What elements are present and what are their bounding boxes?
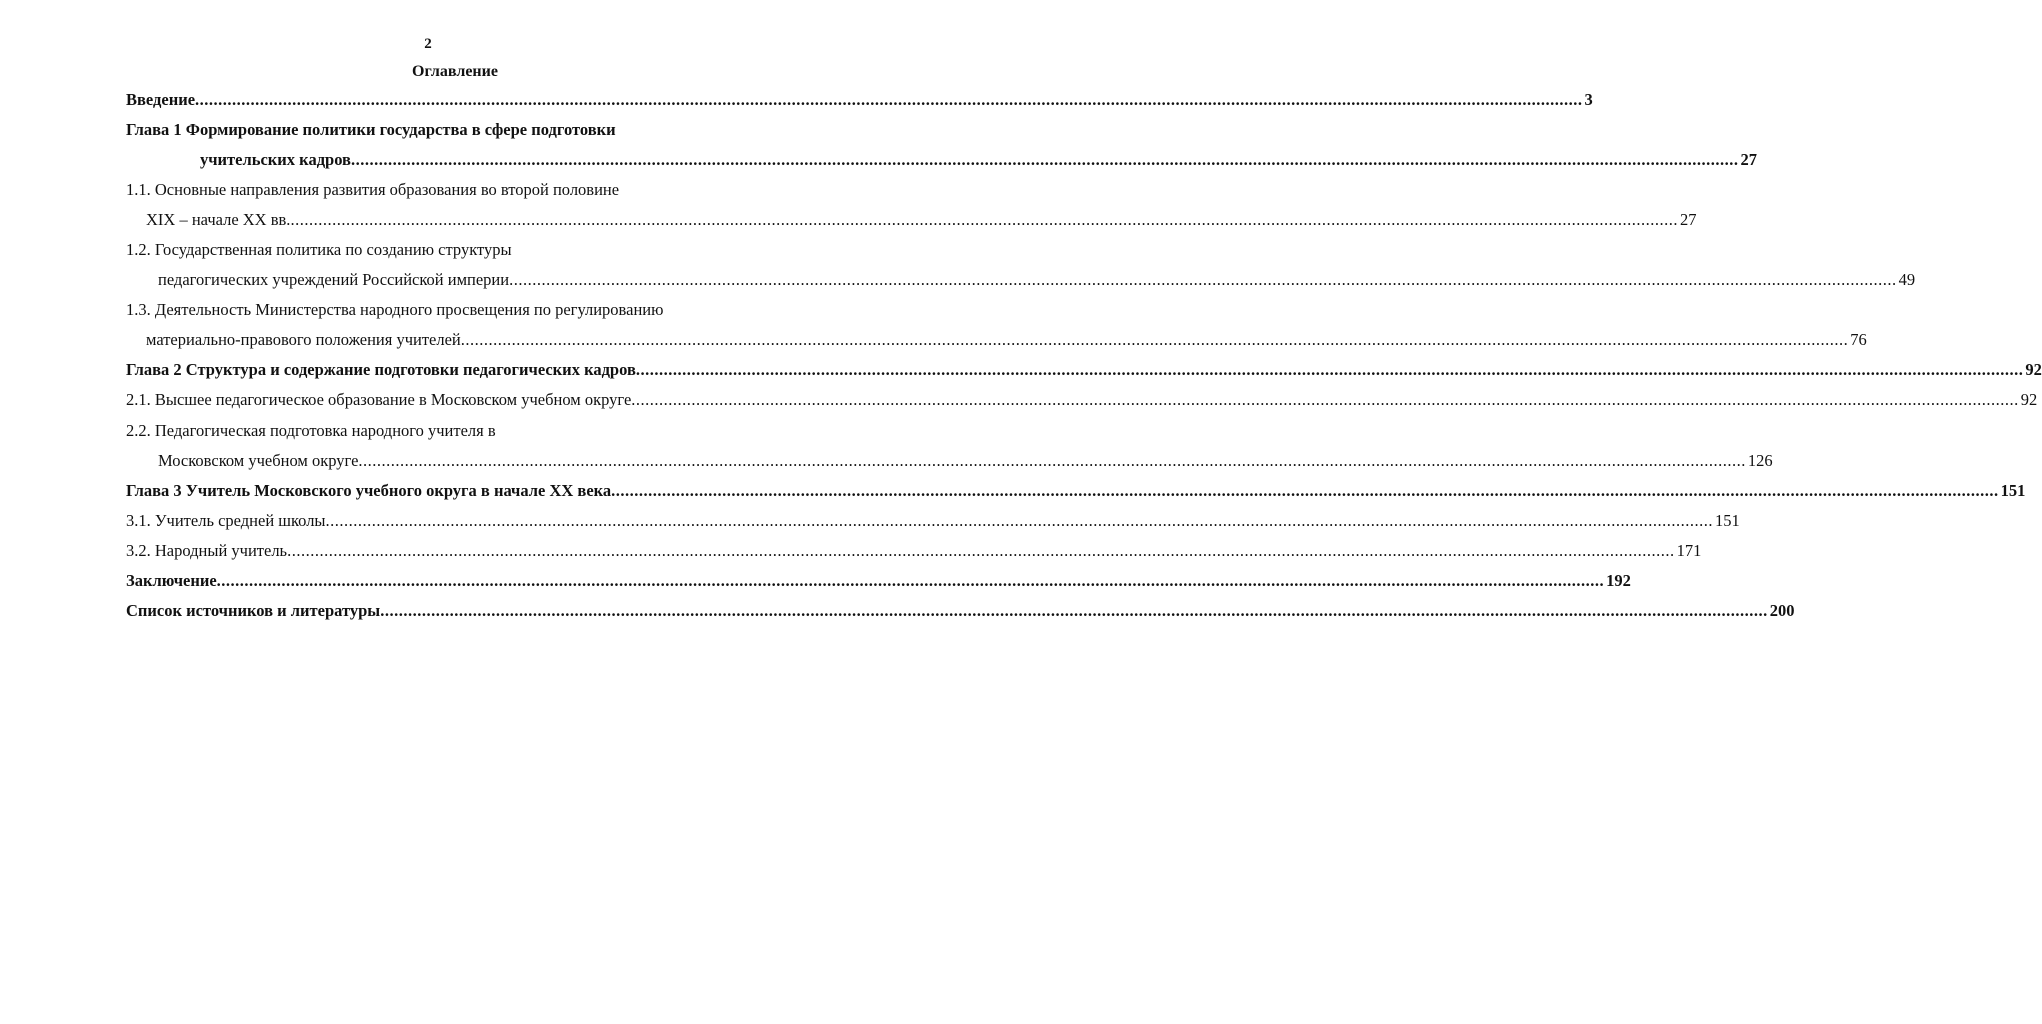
toc-page-number: 76 (1850, 330, 1867, 349)
toc-entry-line (126, 481, 2026, 501)
toc-entry-text: XIX – начале XX вв. (146, 210, 291, 229)
toc-entry-text: 1.3. Деятельность Министерства народного просвещения по регулированию (126, 300, 664, 319)
toc-entry-line (200, 150, 1757, 170)
toc-dot-leader: ............................................................................................................................................................................................................................................................................................................ (287, 541, 1675, 560)
toc-entry-line (126, 421, 496, 441)
toc-entry-line (126, 541, 1702, 561)
toc-entry-line (126, 511, 1740, 531)
toc-page-number: 171 (1676, 541, 1702, 560)
toc-entry-text: Глава 1 Формирование политики государства в сфере подготовки (126, 120, 616, 139)
toc-entry-text: Список источников и литературы (126, 601, 381, 620)
toc-page-number: 27 (1740, 150, 1757, 169)
toc-page-number: 126 (1747, 451, 1773, 470)
toc-page-number: 92 (2025, 360, 2042, 379)
toc-entry-text: Московском учебном округе (158, 451, 359, 470)
toc-entry-line (126, 120, 616, 140)
toc-dot-leader: ............................................................................................................................................................................................................................................................................................................ (195, 90, 1583, 109)
toc-entry-text: 3.1. Учитель средней школы (126, 511, 326, 530)
toc-page-number: 151 (1715, 511, 1740, 530)
toc-page-number: 92 (2020, 390, 2038, 409)
toc-dot-leader: ............................................................................................................................................................................................................................................................................................................ (380, 601, 1768, 620)
toc-page-number: 27 (1679, 210, 1697, 229)
toc-entry-line (146, 210, 1697, 230)
toc-dot-leader: ............................................................................................................................................................................................................................................................................................................ (290, 210, 1678, 229)
toc-entry-text: 3.2. Народный учитель (126, 541, 288, 560)
toc-entry-line (126, 90, 1593, 110)
toc-entry-text: 2.1. Высшее педагогическое образование в Московском учебном округе (126, 390, 632, 409)
toc-dot-leader: ............................................................................................................................................................................................................................................................................................................ (358, 451, 1746, 470)
toc-entry-line (126, 300, 663, 320)
toc-dot-leader: ............................................................................................................................................................................................................................................................................................................ (509, 270, 1897, 289)
toc-entry-text: Введение (126, 90, 196, 109)
page-number: 2 (424, 36, 432, 52)
toc-title: Оглавление (412, 63, 498, 80)
toc-entry-text: материально-правового положения учителей (146, 330, 461, 349)
toc-dot-leader: ............................................................................................................................................................................................................................................................................................................ (216, 571, 1605, 590)
toc-page-number: 200 (1769, 601, 1795, 620)
toc-page-number: 192 (1606, 571, 1631, 590)
toc-entry-line (126, 180, 619, 200)
toc-entry-text: Заключение (126, 571, 217, 590)
toc-dot-leader: ............................................................................................................................................................................................................................................................................................................ (350, 150, 1739, 169)
toc-page-number: 151 (2000, 481, 2026, 500)
toc-entry-line (146, 330, 1867, 350)
toc-dot-leader: ............................................................................................................................................................................................................................................................................................................ (635, 360, 2024, 379)
toc-entry-text: 2.2. Педагогическая подготовка народного учителя в (126, 421, 496, 440)
toc-entry-line (126, 601, 1795, 621)
toc-entry-line (126, 571, 1631, 591)
toc-entry-text: 1.2. Государственная политика по созданию структуры (126, 240, 512, 259)
toc-dot-leader: ............................................................................................................................................................................................................................................................................................................ (611, 481, 1999, 500)
toc-entry-text: Глава 2 Структура и содержание подготовки педагогических кадров (126, 360, 636, 379)
toc-dot-leader: ............................................................................................................................................................................................................................................................................................................ (631, 390, 2019, 409)
toc-entry-line (158, 451, 1773, 471)
toc-entry-line (126, 240, 512, 260)
toc-entry-text: Глава 3 Учитель Московского учебного округа в начале XX века (126, 481, 612, 500)
toc-page-number: 3 (1584, 90, 1593, 109)
toc-dot-leader: ............................................................................................................................................................................................................................................................................................................ (325, 511, 1714, 530)
toc-entry-line (126, 390, 2038, 410)
toc-entry-line (158, 270, 1916, 290)
toc-entry-text: педагогических учреждений Российской империи (158, 270, 510, 289)
toc-entry-text: учительских кадров (200, 150, 351, 169)
toc-entry-line (126, 360, 2042, 380)
toc-page-number: 49 (1898, 270, 1916, 289)
toc-dot-leader: ............................................................................................................................................................................................................................................................................................................ (460, 330, 1849, 349)
toc-entry-text: 1.1. Основные направления развития образования во второй половине (126, 180, 620, 199)
